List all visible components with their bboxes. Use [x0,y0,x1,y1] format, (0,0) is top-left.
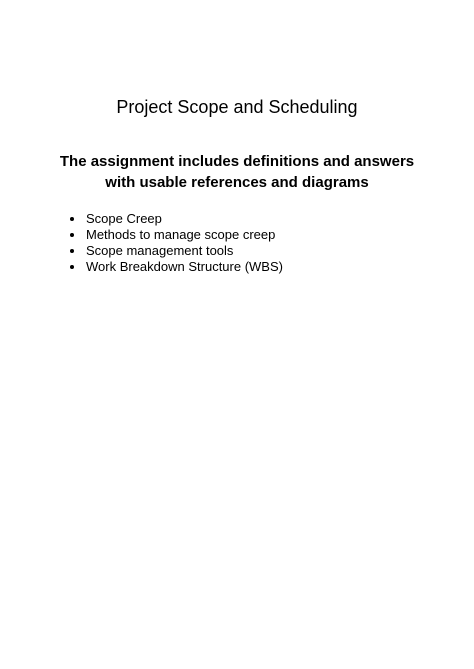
bullet-icon [70,249,74,253]
list-item-text: Work Breakdown Structure (WBS) [86,259,283,274]
document-title: Project Scope and Scheduling [116,97,358,117]
bullet-icon [70,217,74,221]
subtitle-line: The assignment includes definitions and answers [59,153,415,170]
document-subtitle [40,151,434,193]
list-item-text: Scope Creep [86,211,162,226]
list-item-text: Scope management tools [86,243,234,258]
topic-list [70,211,283,275]
subtitle-line: with usable references and diagrams [105,174,369,191]
list-item [70,211,283,227]
list-item [70,243,283,259]
list-item-text: Methods to manage scope creep [86,227,276,242]
list-item [70,227,283,243]
bullet-icon [70,265,74,269]
bullet-icon [70,233,74,237]
list-item [70,259,283,275]
